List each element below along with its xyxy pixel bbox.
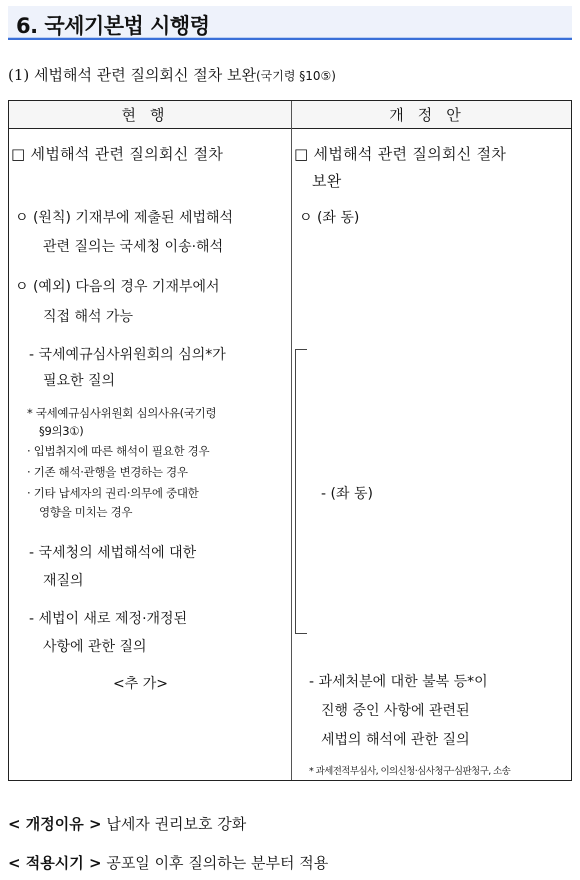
item-heading-line [8,64,336,85]
current-case1-line2: 필요한 질의 [43,373,116,389]
effective-label: < 적용시기 > [8,854,102,872]
column-divider [291,101,292,780]
current-case2-line2: 재질의 [43,573,84,589]
revised-same1: ㅇ (좌 동) [299,210,360,226]
current-principle-line1: ㅇ (원칙) 기재부에 제출된 세법해석 [15,210,234,226]
section-title: 6. 국세기본법 시행령 [16,14,210,38]
header-revised: 개정안 [389,106,475,124]
table-header [9,101,571,129]
current-case3-line2: 사항에 관한 질의 [43,639,147,655]
item-reference: (국기령 §10⑤) [255,69,336,83]
current-title: □ 세법해석 관련 질의회신 절차 [11,145,224,163]
revised-new-line1: - 과세처분에 대한 불복 등*이 [309,674,488,690]
reason-label: < 개정이유 > [8,815,102,833]
note-title-line1: * 국세예규심사위원회 심의사유(국기령 [27,406,217,420]
effective-line [8,852,328,873]
revised-new-note: * 과세전적부심사, 이의신청·심사청구·심판청구, 소송 [309,766,511,777]
revised-title-line1: □ 세법해석 관련 질의회신 절차 [294,145,507,163]
note-bullet3-line2: 영향을 미치는 경우 [39,505,133,519]
effective-text: 공포일 이후 질의하는 분부터 적용 [106,854,329,872]
current-case2-line1: - 국세청의 세법해석에 대한 [29,545,197,561]
current-added: <추 가> [113,676,168,692]
current-exception-line2: 직접 해석 가능 [43,309,134,325]
comparison-table [8,100,572,781]
current-principle-line2: 관련 질의는 국세청 이송·해석 [43,239,224,255]
same-as-bracket [295,349,307,634]
header-current: 현행 [121,106,179,124]
note-bullet3-line1: · 기타 납세자의 권리·의무에 중대한 [27,486,199,500]
current-exception-line1: ㅇ (예외) 다음의 경우 기재부에서 [15,279,220,295]
reason-text: 납세자 권리보호 강화 [106,815,247,833]
current-case3-line1: - 세법이 새로 제정·개정된 [29,611,188,627]
note-title-line2: §9의3①) [39,424,84,438]
revised-same2: - (좌 동) [321,486,373,502]
revised-new-line2: 진행 중인 사항에 관련된 [321,703,470,719]
current-case1-line1: - 국세예규심사위원회의 심의*가 [29,347,226,363]
revised-title-line2: 보완 [312,172,342,190]
revised-new-line3: 세법의 해석에 관한 질의 [321,732,470,748]
item-heading: (1) 세법해석 관련 질의회신 절차 보완 [8,66,256,84]
note-bullet1: · 입법취지에 따른 해석이 필요한 경우 [27,444,210,458]
reason-line [8,813,246,834]
note-bullet2: · 기존 해석·관행을 변경하는 경우 [27,465,188,479]
section-title-bar [8,6,572,40]
